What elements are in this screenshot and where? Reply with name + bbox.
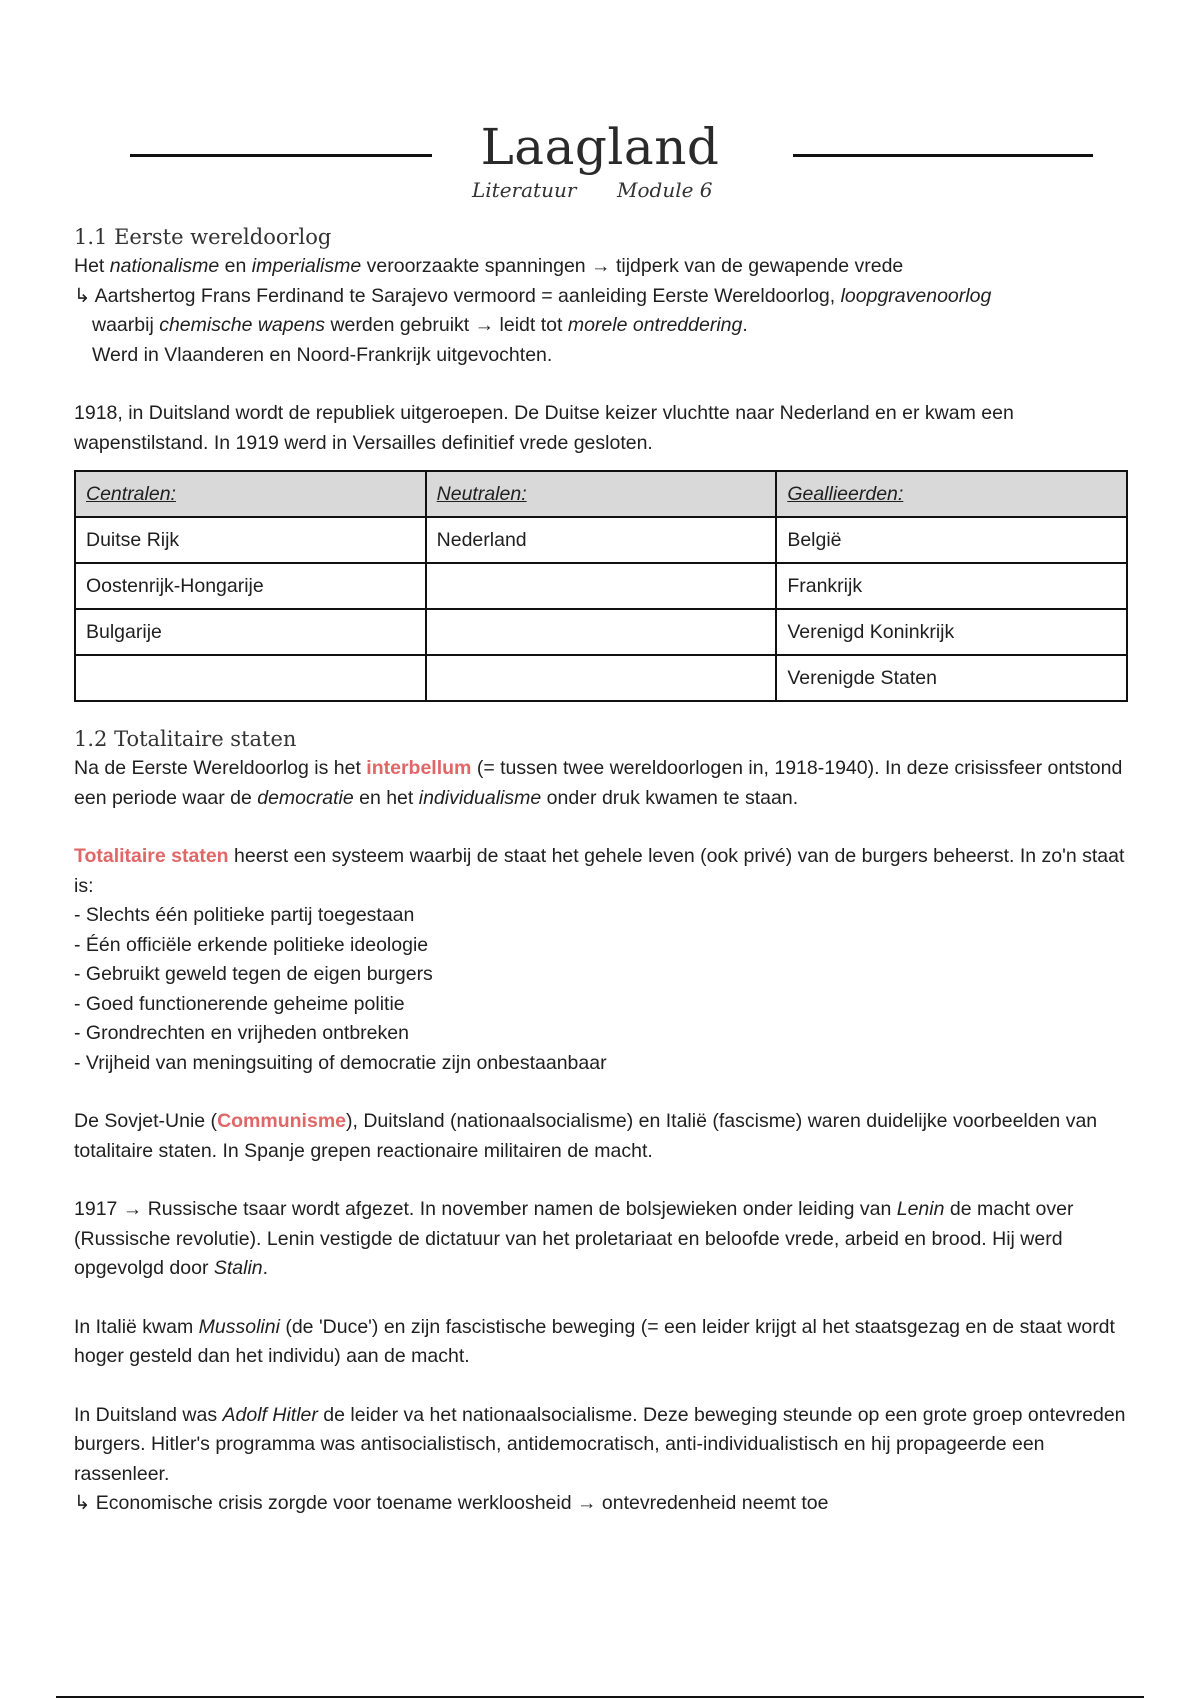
table-row [75,517,1127,563]
table-row [75,563,1127,609]
table-row [75,655,1127,701]
table-cell: Verenigde Staten [776,655,1127,701]
table-cell: België [776,517,1127,563]
list-item: - Grondrechten en vrijheden ontbreken [74,1022,409,1044]
paragraph-mussolini: In Italië kwam Mussolini (de 'Duce') en zijn fascistische beweging (= een leider krijgt al het staatsgezag en de staat wordt hoger gesteld dan het individu) aan de macht. [74,1315,1115,1367]
table-header-cell: Neutralen: [426,471,777,517]
list-item: - Goed functionerende geheime politie [74,992,405,1015]
section-heading-2: 1.2 Totalitaire staten [74,727,297,751]
paragraph-1917: 1917 → Russische tsaar wordt afgezet. In november namen de bolsjewieken onder leiding van Lenin de macht over (Russische revolutie). Lenin vestigde de dictatuur van het proletariaat en beloofde vrede, arbeid en brood. Hij werd opgevolgd door Stalin. [74,1198,1074,1279]
table-cell: Duitse Rijk [75,517,426,563]
document-body [74,222,1134,1519]
paragraph-hitler: In Duitsland was Adolf Hitler de leider va het nationaalsocialisme. Deze beweging steunde op een grote groep ontevreden burgers. Hitler's programma was antisocialistisch, antidemocratisch, anti-individualistisch en hij propageerde een rassenleer. [74,1403,1126,1485]
table-cell: Bulgarije [75,609,426,655]
paragraph-sarajevo: ↳ Aartshertog Frans Ferdinand te Sarajevo vermoord = aanleiding Eerste Wereldoorlog, loopgravenoorlog [74,284,992,307]
list-item: - Vrijheid van meningsuiting of democratie zijn onbestaanbaar [74,1051,607,1074]
table-cell: Frankrijk [776,563,1127,609]
list-item: - Gebruikt geweld tegen de eigen burgers [74,963,433,985]
table-row [75,609,1127,655]
subtitle-subject: Literatuur [472,178,577,202]
table-cell [426,609,777,655]
table-cell: Verenigd Koninkrijk [776,609,1127,655]
paragraph-totalitarian: Totalitaire staten heerst een systeem waarbij de staat het gehele leven (ook privé) van de burgers beheerst. In zo'n staat is: [74,845,1125,897]
section-heading-1: 1.1 Eerste wereldoorlog [74,225,332,249]
alliances-table [74,470,1128,702]
header-rule-right [793,154,1093,157]
table-cell [426,655,777,701]
paragraph-interbellum: Na de Eerste Wereldoorlog is het interbellum (= tussen twee wereldoorlogen in, 1918-1940). In deze crisissfeer ontstond een periode waar de democratie en het individualisme onder druk kwamen te staan. [74,757,1123,809]
paragraph-chemical-weapons: waarbij chemische wapens werden gebruikt → leidt tot morele ontreddering. [92,314,748,336]
table-header-cell: Geallieerden: [776,471,1127,517]
list-item: - Slechts één politieke partij toegestaan [74,904,415,926]
paragraph-1918: 1918, in Duitsland wordt de republiek uitgeroepen. De Duitse keizer vluchtte naar Nederland en er kwam een wapenstilstand. In 1919 werd in Versailles definitief vrede gesloten. [74,402,1014,454]
paragraph-economic-crisis: ↳ Economische crisis zorgde voor toename werkloosheid → ontevredenheid neemt toe [74,1492,829,1514]
paragraph-soviet: De Sovjet-Unie (Communisme), Duitsland (nationaalsocialisme) en Italië (fascisme) waren duidelijke voorbeelden van totalitaire staten. In Spanje grepen reactionaire militairen de macht. [74,1110,1098,1162]
list-item: - Één officiële erkende politieke ideologie [74,933,429,956]
table-cell [426,563,777,609]
table-cell [75,655,426,701]
table-header-cell: Centralen: [75,471,426,517]
table-cell: Nederland [426,517,777,563]
paragraph-nationalism: Het nationalisme en imperialisme veroorzaakte spanningen → tijdperk van de gewapende vrede [74,255,904,277]
page-title: Laagland [480,118,720,176]
bottom-rule [56,1696,1144,1698]
table-cell: Oostenrijk-Hongarije [75,563,426,609]
paragraph-flanders: Werd in Vlaanderen en Noord-Frankrijk uitgevochten. [92,343,553,366]
table-header-row [75,471,1127,517]
subtitle-module: Module 6 [617,178,713,202]
